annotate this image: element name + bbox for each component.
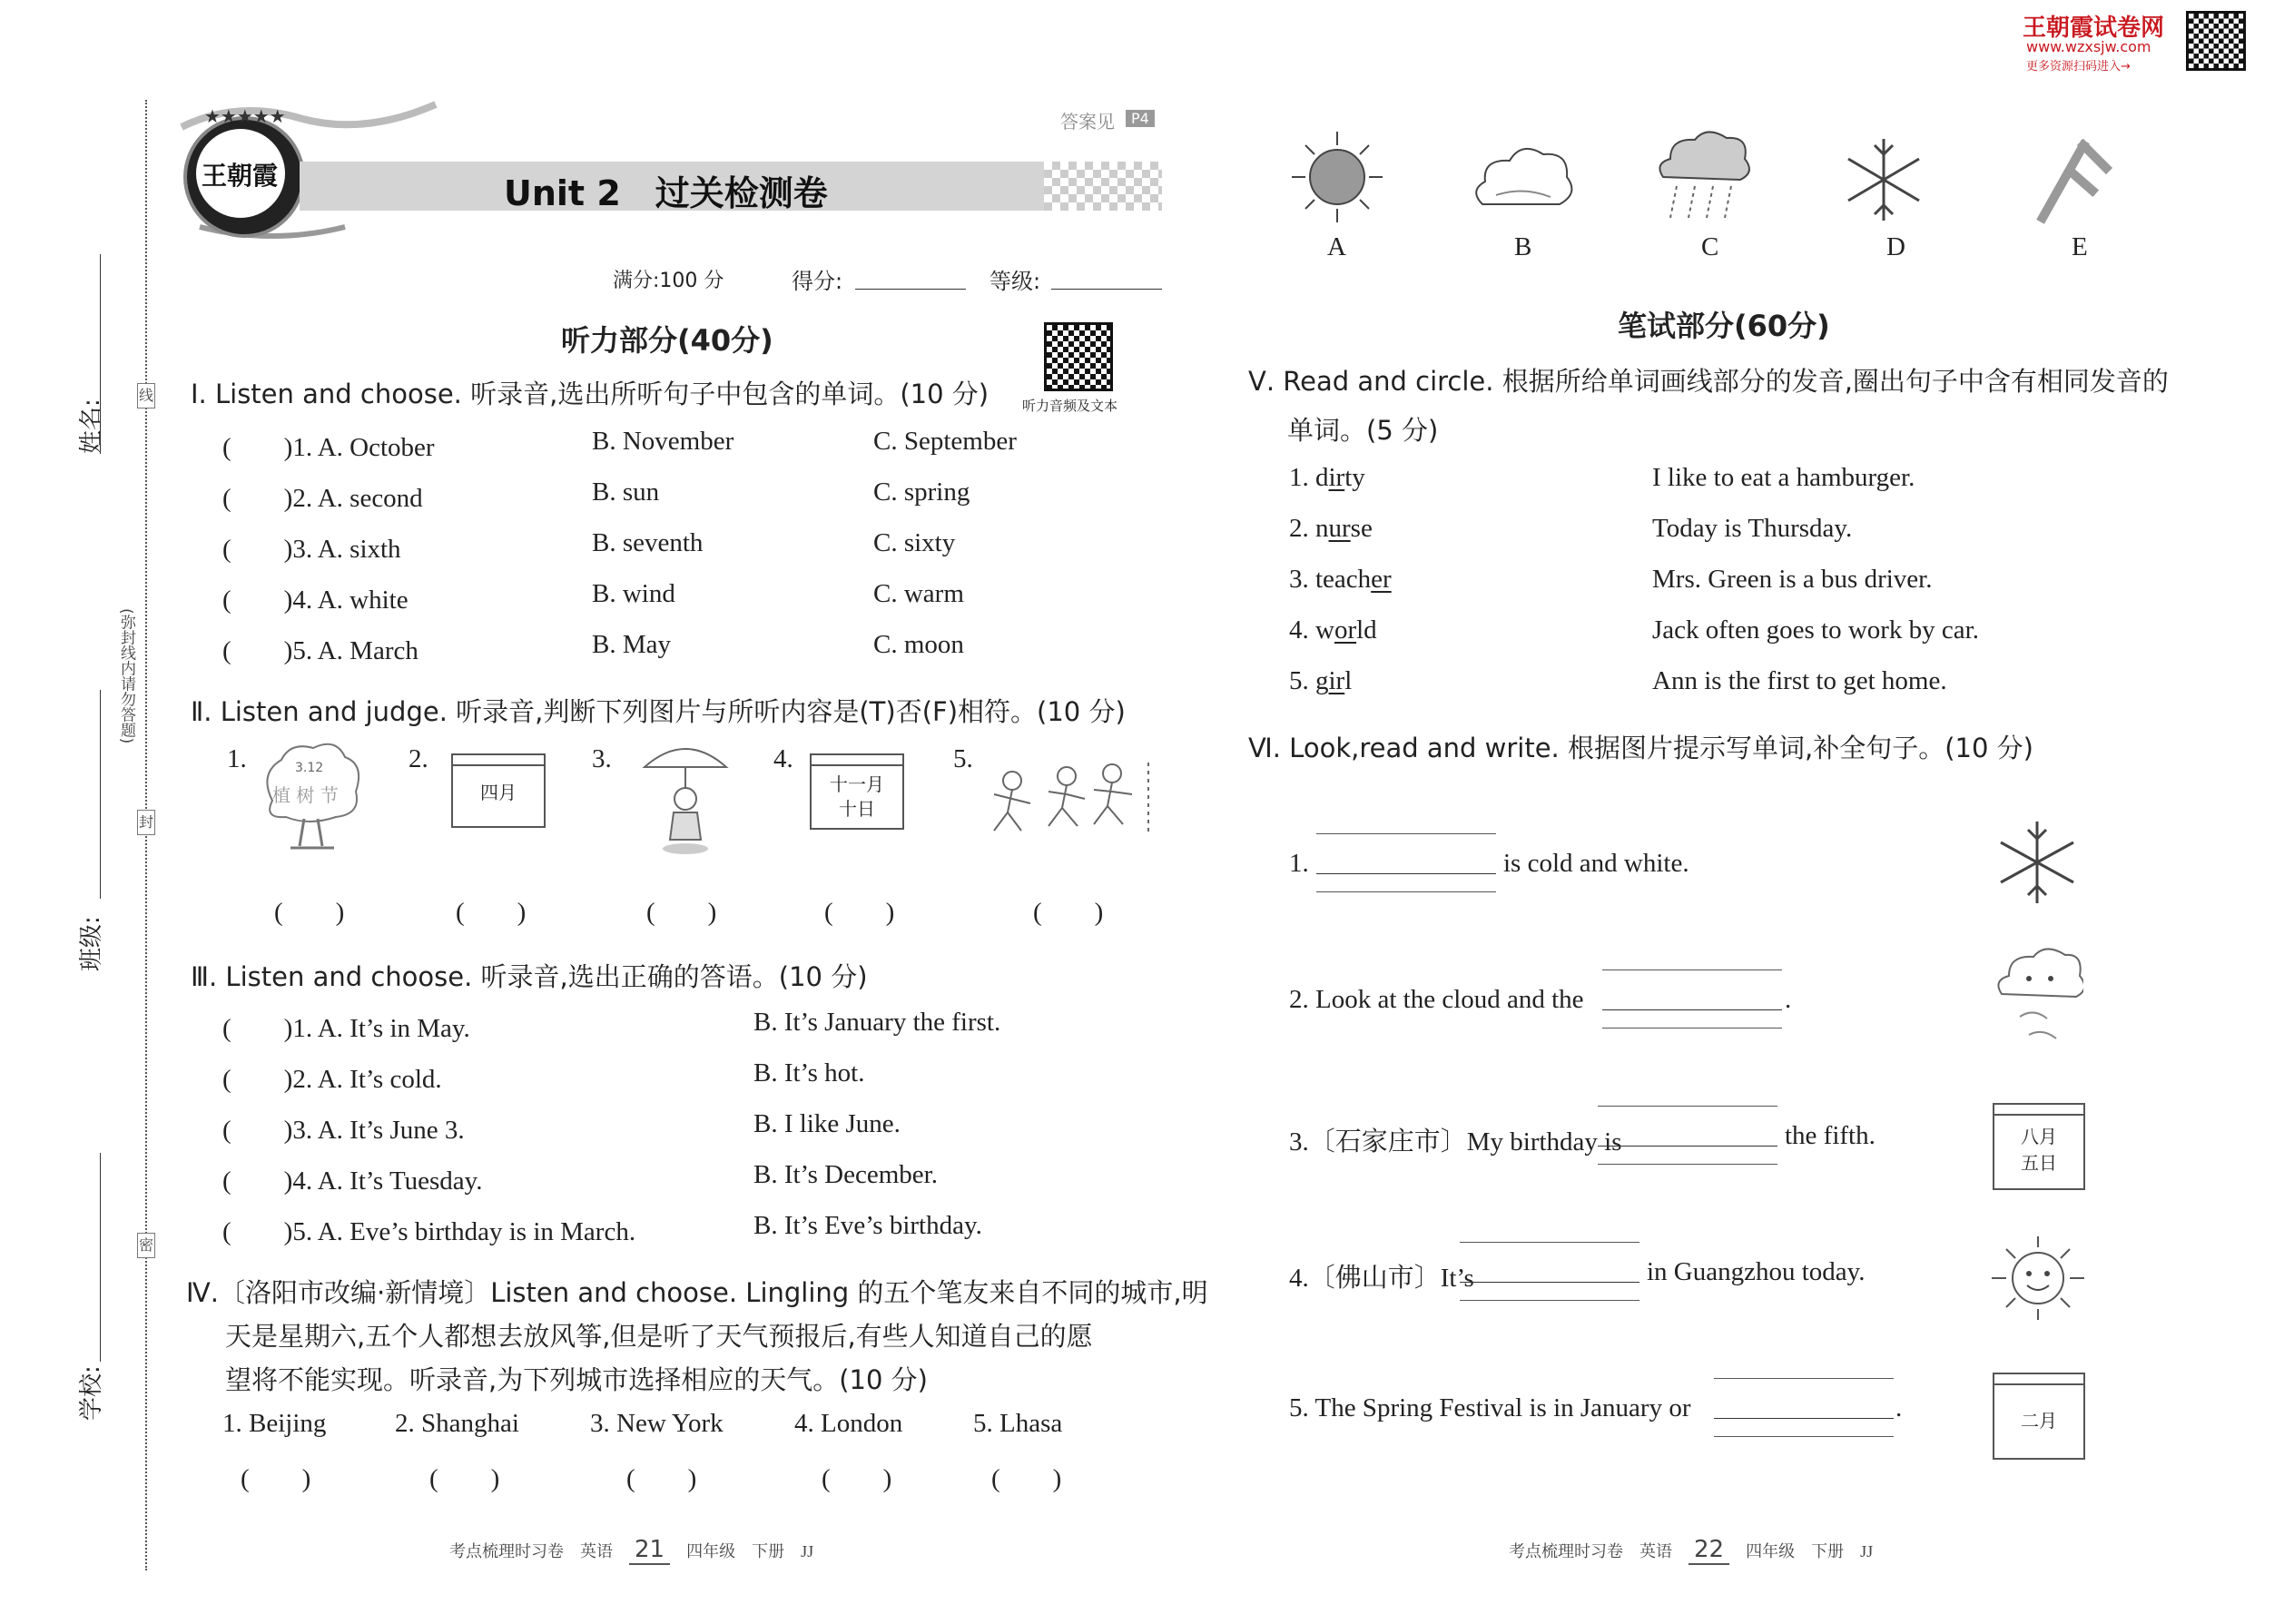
calendar-aug-day: 五日 xyxy=(2021,1152,2057,1174)
s6-q3-guideline-bot xyxy=(1598,1164,1777,1165)
calendar-nov-10 xyxy=(810,753,904,830)
seal-dotted-line xyxy=(145,100,147,1570)
calendar-april xyxy=(451,753,546,828)
s6-q1-pre: 1. xyxy=(1289,849,1309,878)
s5-word-3: 3. teacher xyxy=(1289,565,1392,594)
s1-q5-a[interactable]: ( )5. A. March xyxy=(222,636,418,665)
s6-q2-blank[interactable] xyxy=(1602,1009,1782,1010)
s6-q4-guideline-bot xyxy=(1460,1300,1639,1301)
s6-q3-pre: 3.〔石家庄市〕My birthday is xyxy=(1289,1127,1622,1156)
s1-q1-c: C. September xyxy=(873,427,1017,456)
s6-q5-pre: 5. The Spring Festival is in January or xyxy=(1289,1393,1691,1422)
page-title: Unit 2 过关检测卷 xyxy=(504,173,828,213)
s6-q4-guideline-top xyxy=(1460,1242,1639,1243)
name-label: 姓名: xyxy=(78,399,105,454)
seal-char-feng: 封 xyxy=(137,810,155,835)
calendar-nov-month: 十一月 xyxy=(830,773,884,795)
s1-q4-b: B. wind xyxy=(592,579,675,608)
qr-caption: 听力音频及文本 xyxy=(1022,398,1118,414)
weather-label-a: A xyxy=(1327,232,1346,261)
school-line xyxy=(100,1153,101,1362)
s5-sentence-1[interactable]: I like to eat a hamburger. xyxy=(1652,463,1915,492)
seal-note: (弥封线内请勿答题) xyxy=(117,608,135,744)
s2-paren-5[interactable]: ( ) xyxy=(1033,898,1104,927)
wind-icon xyxy=(2033,136,2115,227)
s6-q1-blank[interactable] xyxy=(1316,873,1496,874)
s5-word-5: 5. girl xyxy=(1289,666,1353,695)
s5-sentence-3[interactable]: Mrs. Green is a bus driver. xyxy=(1652,565,1933,594)
s6-q4-post: in Guangzhou today. xyxy=(1647,1257,1866,1286)
s1-q3-c: C. sixty xyxy=(873,528,956,557)
s2-paren-3[interactable]: ( ) xyxy=(646,898,717,927)
grade-blank[interactable] xyxy=(1051,289,1162,290)
s6-q5-guideline-bot xyxy=(1714,1436,1894,1437)
grade-label: 等级: xyxy=(989,269,1041,294)
school-label: 学校: xyxy=(78,1365,105,1421)
s5-sentence-5[interactable]: Ann is the first to get home. xyxy=(1652,666,1947,695)
s3-q1-a[interactable]: ( )1. A. It’s in May. xyxy=(222,1014,470,1043)
s4-paren-2[interactable]: ( ) xyxy=(429,1464,500,1493)
s5-word-4: 4. world xyxy=(1289,615,1377,645)
class-label: 班级: xyxy=(78,916,105,971)
girl-umbrella-picture xyxy=(635,731,735,858)
writing-header: 笔试部分(60分) xyxy=(1618,309,1830,343)
city-shanghai: 2. Shanghai xyxy=(395,1409,519,1438)
s2-num-5: 5. xyxy=(953,744,973,773)
s1-q1-a[interactable]: ( )1. A. October xyxy=(222,433,435,462)
s3-q5-a[interactable]: ( )5. A. Eve’s birthday is in March. xyxy=(222,1217,636,1246)
s5-sentence-4[interactable]: Jack often goes to work by car. xyxy=(1652,615,1979,645)
s6-q5-blank[interactable] xyxy=(1714,1418,1894,1419)
section-1-title: Ⅰ. Listen and choose. 听录音,选出所听句子中包含的单词。(10 分) xyxy=(191,379,989,409)
section-4-line3: 望将不能实现。听录音,为下列城市选择相应的天气。(10 分) xyxy=(225,1364,928,1395)
s2-paren-2[interactable]: ( ) xyxy=(456,898,527,927)
section-4-line2: 天是星期六,五个人都想去放风筝,但是听了天气预报后,有些人知道自己的愿 xyxy=(225,1321,1093,1352)
answer-ref: 答案见 xyxy=(1060,111,1115,133)
s3-q3-b: B. I like June. xyxy=(753,1109,901,1138)
s3-q1-b: B. It’s January the first. xyxy=(753,1008,1001,1037)
cloud-wind-hint-icon xyxy=(1993,944,2083,1053)
s6-q1-post: is cold and white. xyxy=(1503,849,1689,878)
s6-q2-guideline-top xyxy=(1602,969,1782,970)
snowflake-hint-icon xyxy=(1990,817,2085,908)
s1-q4-c: C. warm xyxy=(873,579,964,608)
kids-running-picture xyxy=(976,753,1157,844)
tree-date: 3.12 xyxy=(295,761,324,775)
s2-paren-1[interactable]: ( ) xyxy=(274,898,345,927)
s6-q4-pre: 4.〔佛山市〕It’s xyxy=(1289,1264,1474,1293)
s3-q2-b: B. It’s hot. xyxy=(753,1058,865,1088)
s1-q1-b: B. November xyxy=(592,427,734,456)
s4-paren-1[interactable]: ( ) xyxy=(241,1464,311,1493)
s4-paren-3[interactable]: ( ) xyxy=(626,1464,697,1493)
s6-q4-blank[interactable] xyxy=(1460,1282,1639,1283)
s1-q3-b: B. seventh xyxy=(592,528,704,557)
weather-label-b: B xyxy=(1514,232,1532,261)
s6-q2-post: . xyxy=(1785,985,1792,1014)
brand-tagline: 更多资源扫码进入→ xyxy=(2026,60,2131,74)
s3-q4-a[interactable]: ( )4. A. It’s Tuesday. xyxy=(222,1166,483,1196)
s3-q3-a[interactable]: ( )3. A. It’s June 3. xyxy=(222,1116,465,1145)
s1-q2-c: C. spring xyxy=(873,477,970,507)
class-line xyxy=(100,690,101,899)
s6-q1-guideline-top xyxy=(1316,833,1496,834)
weather-label-e: E xyxy=(2072,232,2088,261)
s2-num-2: 2. xyxy=(409,744,428,773)
s1-q4-a[interactable]: ( )4. A. white xyxy=(222,586,409,615)
calendar-aug-month: 八月 xyxy=(2021,1126,2057,1147)
section-2-title: Ⅱ. Listen and judge. 听录音,判断下列图片与所听内容是(T)否(F)相符。(10 分) xyxy=(191,696,1126,727)
s2-num-3: 3. xyxy=(592,744,612,773)
s2-num-1: 1. xyxy=(227,744,247,773)
section-6-title: Ⅵ. Look,read and write. 根据图片提示写单词,补全句子。(10 分) xyxy=(1248,733,2033,763)
sunny-hint-icon xyxy=(1986,1233,2091,1324)
s6-q2-pre: 2. Look at the cloud and the xyxy=(1289,985,1584,1014)
s6-q5-post: . xyxy=(1895,1393,1903,1422)
logo-text: 王朝霞 xyxy=(202,161,279,191)
full-score: 满分:100 分 xyxy=(613,270,724,292)
title-banner-checker xyxy=(1044,162,1162,211)
s2-paren-4[interactable]: ( ) xyxy=(824,898,895,927)
s1-q3-a[interactable]: ( )3. A. sixth xyxy=(222,535,401,564)
weather-label-c: C xyxy=(1701,232,1719,261)
brand-url: www.wzxsjw.com xyxy=(2026,38,2151,55)
section-4-line1: Ⅳ.〔洛阳市改编·新情境〕Listen and choose. Lingling 的五个笔友来自不同的城市,明 xyxy=(186,1277,1208,1308)
cloud-icon xyxy=(1469,141,1578,222)
brand-qr-icon[interactable] xyxy=(2186,11,2246,71)
answer-page: P4 xyxy=(1126,110,1155,127)
s4-paren-4[interactable]: ( ) xyxy=(822,1464,892,1493)
score-label: 得分: xyxy=(792,269,843,294)
tree-text: 植 树 节 xyxy=(272,784,339,806)
s6-q1-guideline-bot xyxy=(1316,891,1496,892)
s6-q5-guideline-top xyxy=(1714,1378,1894,1379)
s3-q2-a[interactable]: ( )2. A. It’s cold. xyxy=(222,1065,442,1094)
calendar-april-text: 四月 xyxy=(480,782,517,803)
calendar-nov-day: 十日 xyxy=(839,798,875,820)
city-beijing: 1. Beijing xyxy=(222,1409,327,1438)
s5-sentence-2[interactable]: Today is Thursday. xyxy=(1652,514,1853,543)
footer-right: 考点梳理时习卷 英语 22 四年级 下册 JJ xyxy=(1509,1536,1874,1563)
section-3-title: Ⅲ. Listen and choose. 听录音,选出正确的答语。(10 分) xyxy=(191,961,868,992)
s3-q5-b: B. It’s Eve’s birthday. xyxy=(753,1211,982,1240)
sun-icon xyxy=(1287,127,1387,227)
brand-name: 王朝霞试卷网 xyxy=(2023,15,2165,42)
name-line xyxy=(100,254,101,454)
s6-q3-post: the fifth. xyxy=(1785,1121,1876,1150)
seal-char-mi: 密 xyxy=(137,1233,155,1258)
section-5-line2: 单词。(5 分) xyxy=(1287,415,1439,446)
section-5-line1: Ⅴ. Read and circle. 根据所给单词画线部分的发音,圈出句子中含有相同发音的 xyxy=(1248,366,2169,397)
s4-paren-5[interactable]: ( ) xyxy=(991,1464,1062,1493)
s2-num-4: 4. xyxy=(773,744,793,773)
city-london: 4. London xyxy=(794,1409,903,1438)
s1-q2-a[interactable]: ( )2. A. second xyxy=(222,484,423,513)
s1-q5-b: B. May xyxy=(592,630,671,659)
city-new-york: 3. New York xyxy=(590,1409,724,1438)
weather-label-d: D xyxy=(1886,232,1905,261)
s5-word-1: 1. dirty xyxy=(1289,463,1365,492)
s1-q2-b: B. sun xyxy=(592,477,660,507)
footer-left: 考点梳理时习卷 英语 21 四年级 下册 JJ xyxy=(449,1536,814,1563)
calendar-feb-text: 二月 xyxy=(2021,1410,2057,1432)
s5-word-2: 2. nurse xyxy=(1289,514,1373,543)
s1-q5-c: C. moon xyxy=(873,630,964,659)
s3-q4-b: B. It’s December. xyxy=(753,1160,938,1189)
seal-char-xian: 线 xyxy=(137,383,155,408)
qr-code-icon[interactable] xyxy=(1044,322,1113,391)
s6-q3-blank[interactable] xyxy=(1598,1146,1777,1147)
listening-header: 听力部分(40分) xyxy=(561,323,773,358)
city-lhasa: 5. Lhasa xyxy=(973,1409,1063,1438)
calendar-aug-5 xyxy=(1993,1103,2085,1190)
rain-icon xyxy=(1654,127,1754,227)
s6-q2-guideline-bot xyxy=(1602,1028,1782,1029)
score-blank[interactable] xyxy=(855,289,966,290)
calendar-feb xyxy=(1993,1373,2085,1460)
snowflake-icon xyxy=(1838,134,1929,225)
logo-stars: ★★★★★ xyxy=(204,105,286,127)
s6-q3-guideline-top xyxy=(1598,1106,1777,1107)
